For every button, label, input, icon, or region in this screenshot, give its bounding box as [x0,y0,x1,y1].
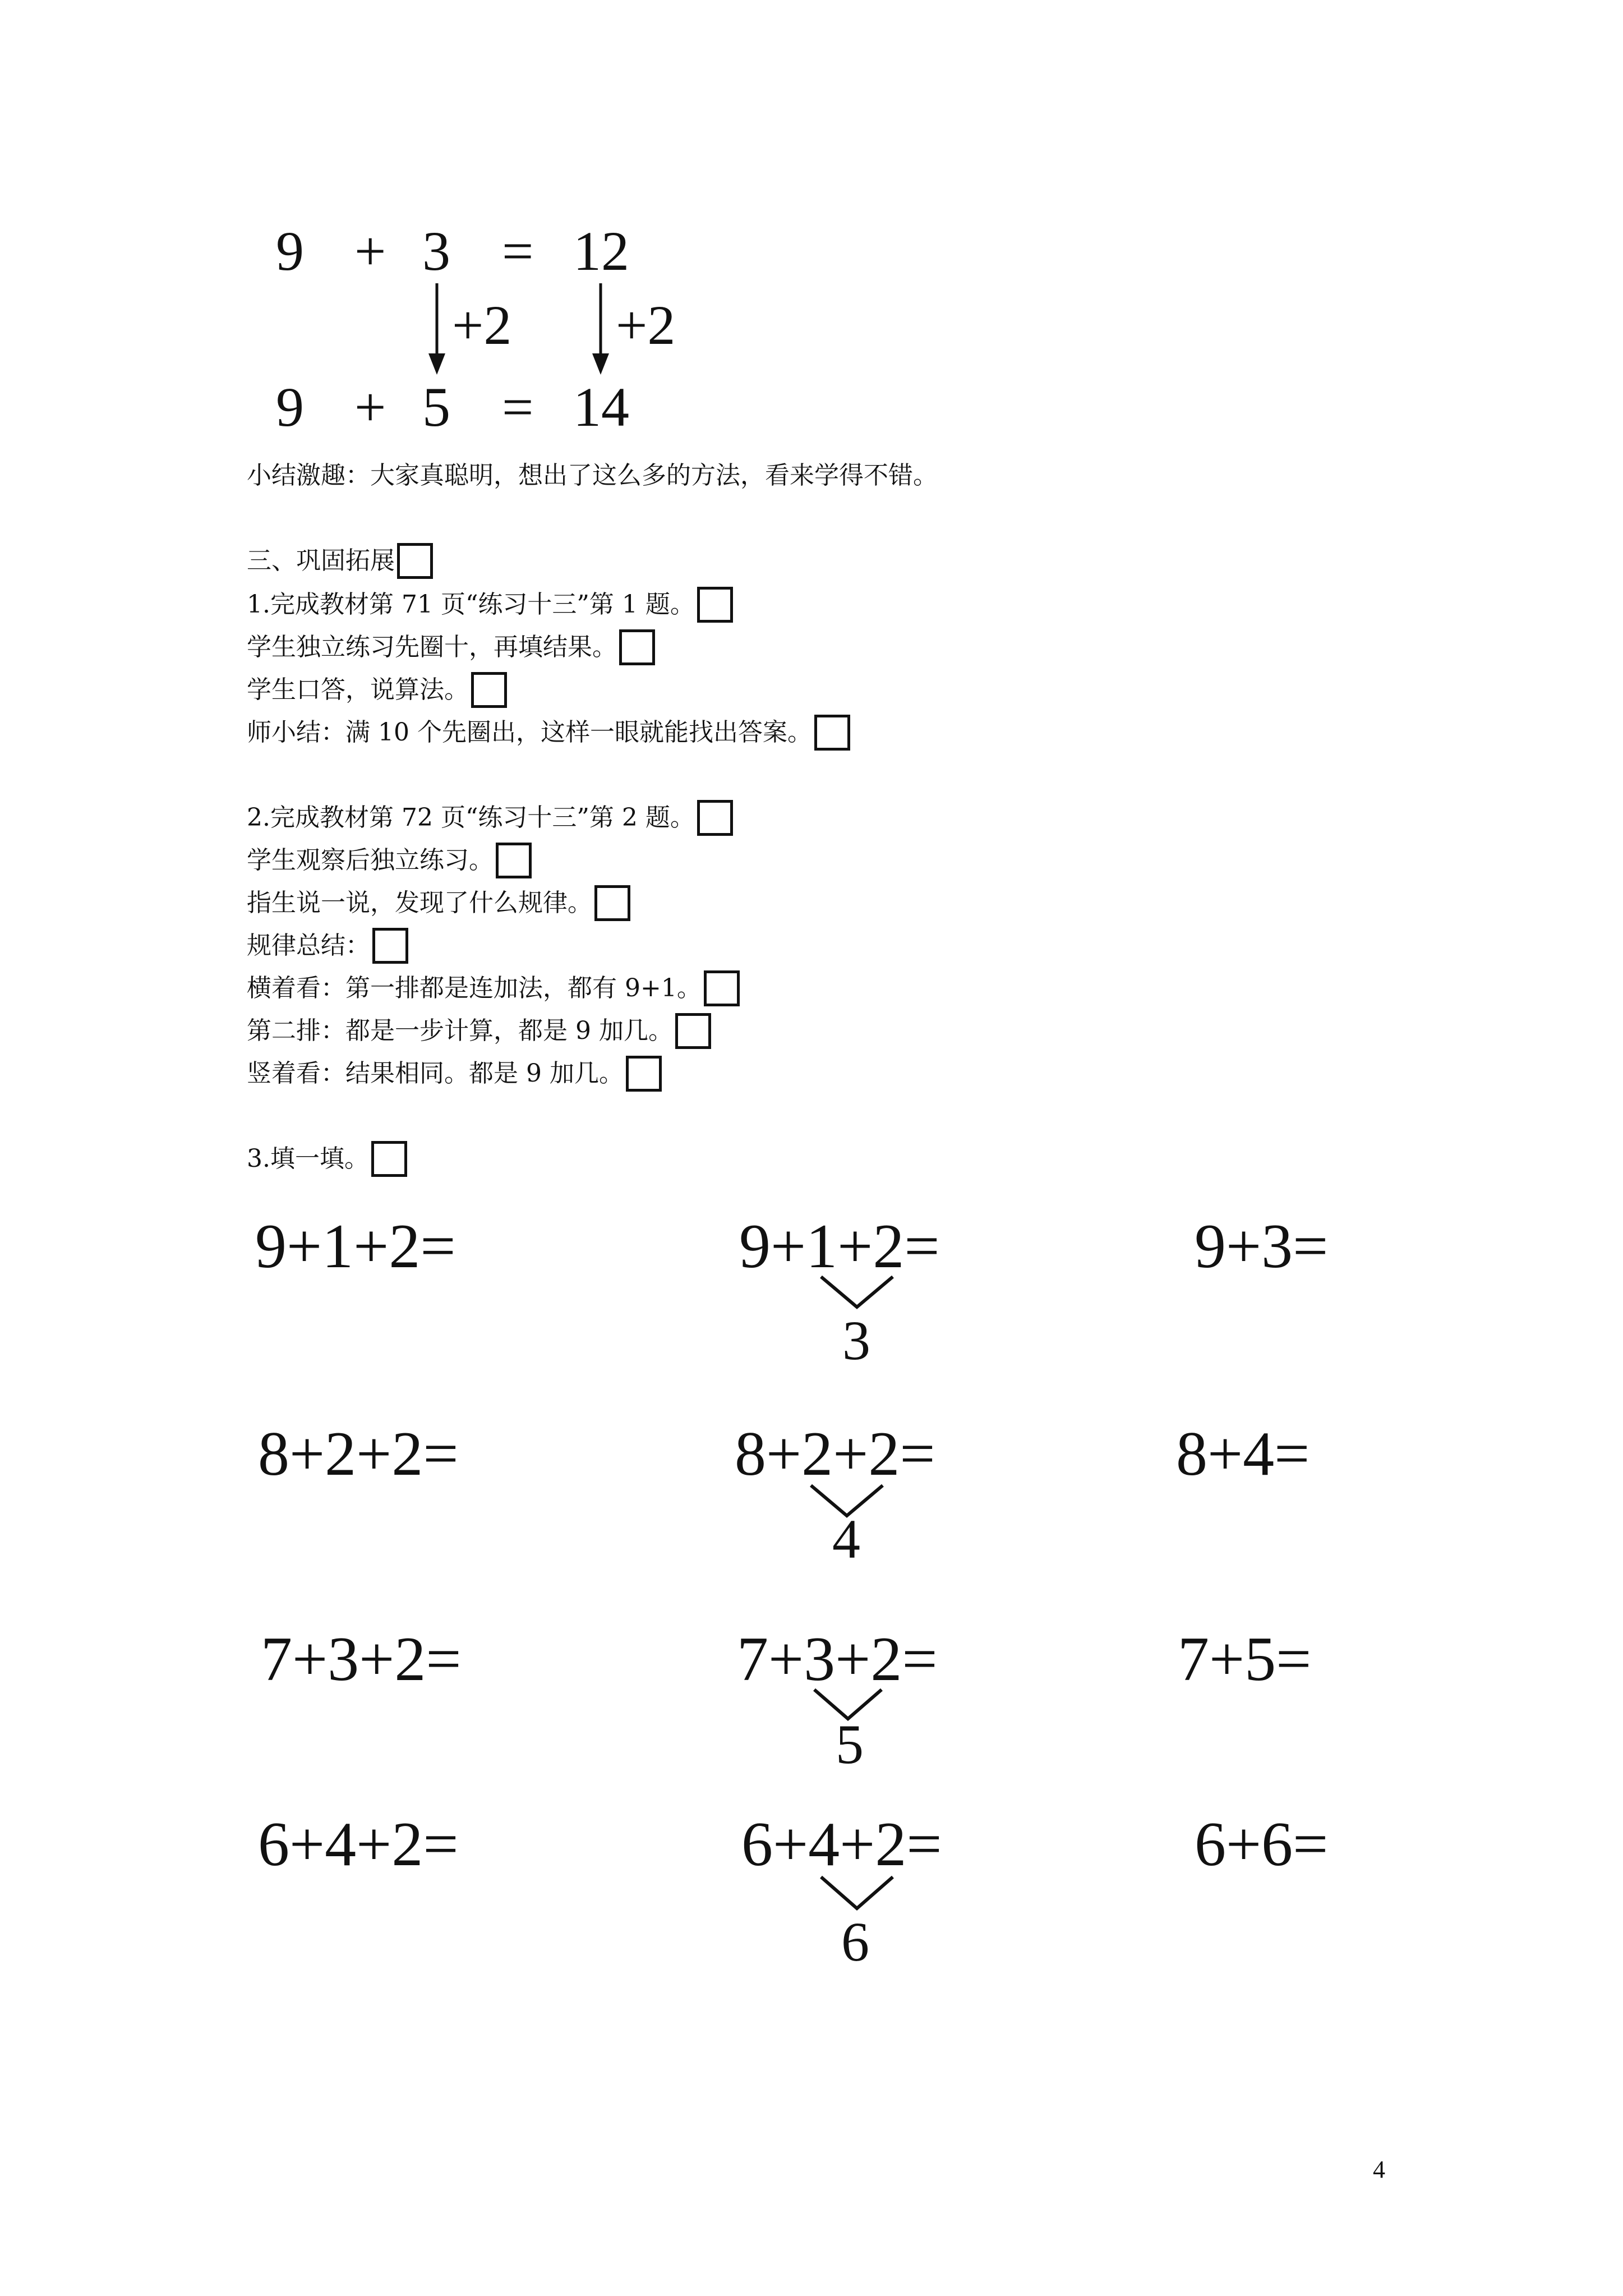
line-text: 学生独立练习先圈十，再填结果。 [247,633,617,661]
checkbox[interactable] [372,928,408,964]
exercise-mid-sub: 3 [842,1309,870,1372]
exercise-right: 9+3= [1195,1212,1329,1281]
line-text: 2.完成教材第 72 页“练习十三”第 2 题。 [247,803,695,832]
demo-r2-eq: = [502,376,534,438]
line-text: 指生说一说，发现了什么规律。 [247,889,592,917]
exercise-mid-sub: 4 [832,1508,860,1570]
checkbox[interactable] [397,543,433,579]
demo-r2-result: 14 [573,376,629,438]
line-text: 第二排：都是一步计算，都是 9 加几。 [247,1016,673,1045]
line-b-3 [247,928,408,964]
demo-r2-a: 9 [276,376,304,438]
demo-r2-op: + [354,376,386,438]
demo-r1-b: 3 [422,220,450,282]
demo-r2-b: 5 [422,376,450,438]
demo-r1-eq: = [502,220,534,282]
demo-r1-op: + [354,220,386,282]
line-a-3 [247,715,850,751]
line-text: 1.完成教材第 71 页“练习十三”第 1 题。 [247,590,695,619]
line-text: 规律总结： [247,931,370,960]
checkbox[interactable] [697,587,733,623]
line-a-0 [247,587,733,623]
fill-label: 3.填一填。 [247,1144,369,1173]
line-b-2 [247,885,630,921]
section-heading-row [247,543,433,579]
line-a-2 [247,672,507,708]
line-text: 竖着看：结果相同。都是 9 加几。 [247,1059,624,1088]
demo-step2-label: +2 [616,294,676,356]
checkbox[interactable] [675,1013,711,1049]
split-mark-icon [821,1277,893,1307]
down-arrow-icon [428,283,445,375]
line-a-1 [247,629,655,665]
demo-r1-a: 9 [276,220,304,282]
checkbox[interactable] [619,629,655,665]
exercise-mid: 6+4+2= [741,1810,942,1879]
line-text: 学生观察后独立练习。 [247,846,494,875]
exercise-mid-sub: 5 [836,1713,864,1775]
demo-step1-label: +2 [452,294,512,356]
exercise-mid-sub: 6 [841,1911,869,1973]
line-b-5 [247,1013,711,1049]
checkbox[interactable] [471,672,507,708]
checkbox[interactable] [371,1141,407,1177]
checkbox[interactable] [626,1056,662,1092]
split-mark-icon [821,1877,893,1908]
exercise-left: 7+3+2= [261,1625,462,1694]
summary-text: 小结激趣：大家真聪明，想出了这么多的方法，看来学得不错。 [247,461,938,490]
section-heading: 三、巩固拓展 [247,546,395,575]
exercise-mid: 8+2+2= [735,1419,935,1489]
page-number: 4 [1373,2156,1385,2183]
line-b-4 [247,970,740,1006]
checkbox[interactable] [697,800,733,836]
exercise-left: 8+2+2= [258,1419,459,1489]
checkbox[interactable] [704,970,740,1006]
exercise-right: 7+5= [1178,1625,1312,1694]
demo-r1-result: 12 [573,220,629,282]
exercise-left: 6+4+2= [258,1810,459,1879]
checkbox[interactable] [814,715,850,751]
line-text: 横着看：第一排都是连加法，都有 9+1。 [247,974,702,1002]
line-text: 师小结：满 10 个先圈出，这样一眼就能找出答案。 [247,718,812,747]
down-arrow-icon [592,283,609,375]
line-b-1 [247,843,532,878]
line-b-6 [247,1056,662,1092]
exercise-right: 6+6= [1195,1810,1329,1879]
exercise-mid: 9+1+2= [739,1212,940,1281]
line-b-0 [247,800,733,836]
fill-label-row [247,1141,407,1177]
exercise-right: 8+4= [1176,1419,1310,1489]
checkbox[interactable] [496,843,532,878]
exercise-left: 9+1+2= [255,1212,456,1281]
line-text: 学生口答，说算法。 [247,675,469,704]
exercise-mid: 7+3+2= [737,1625,938,1694]
checkbox[interactable] [594,885,630,921]
